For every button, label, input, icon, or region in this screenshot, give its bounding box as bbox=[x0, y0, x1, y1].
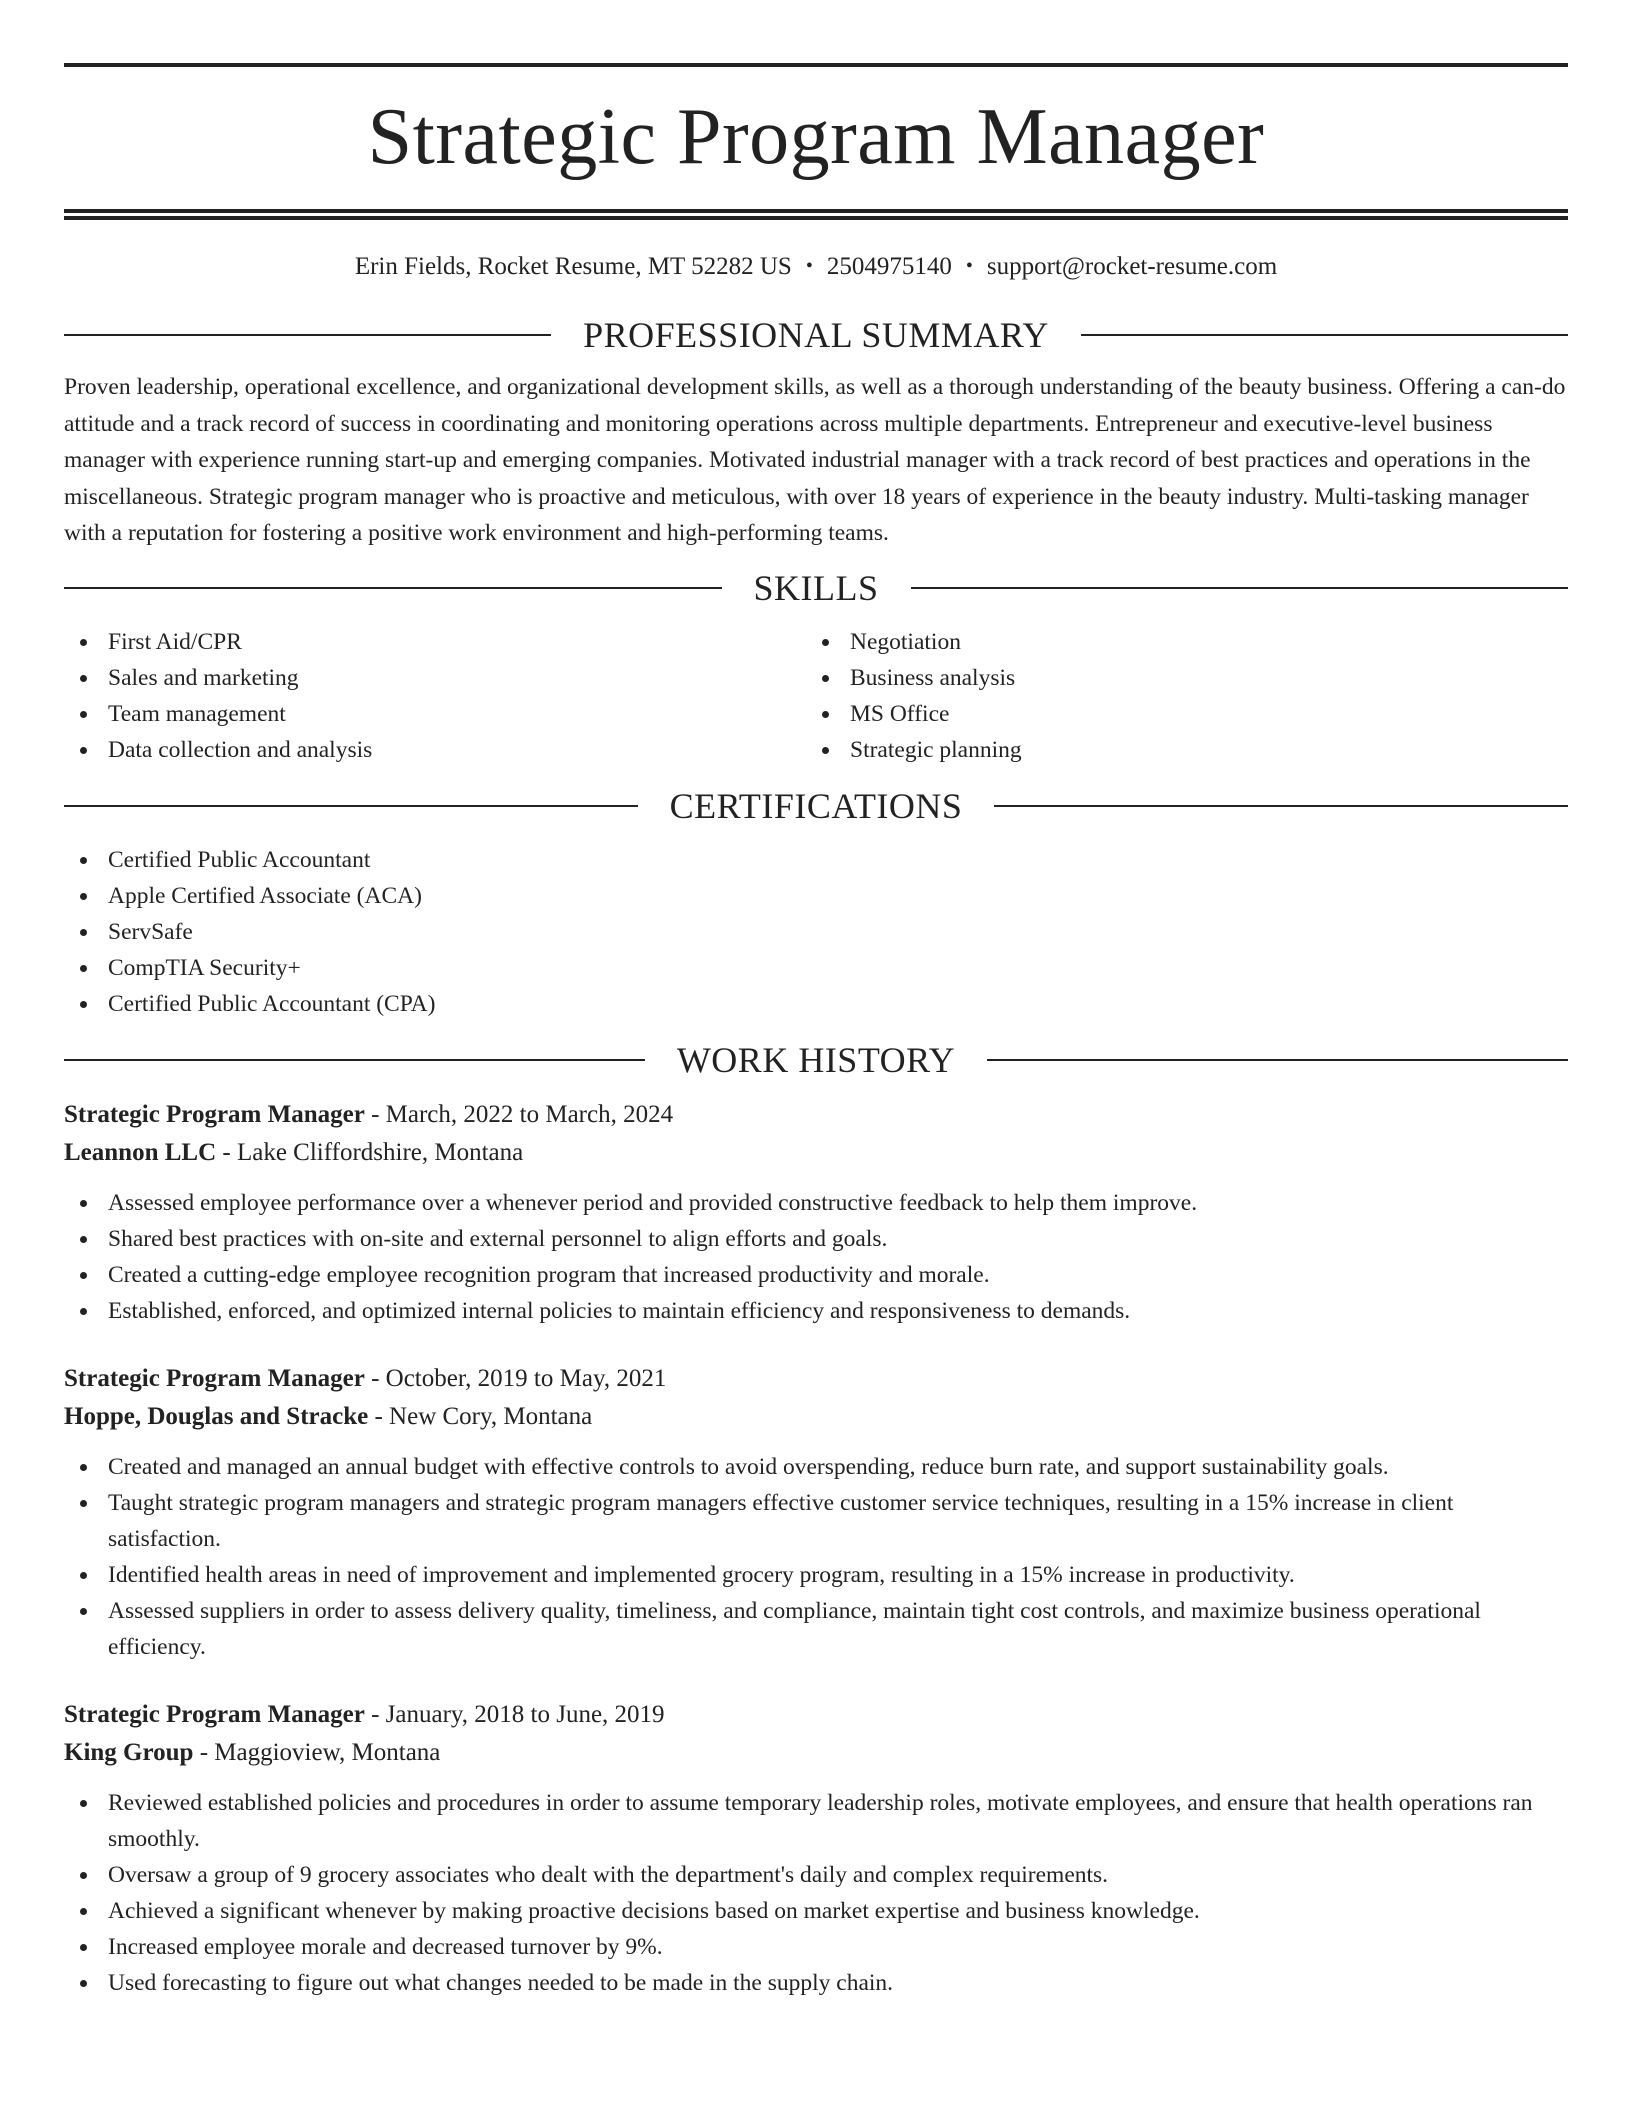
list-item: Certified Public Accountant bbox=[64, 842, 1568, 878]
list-item: Reviewed established policies and procedures in order to assume temporary leadership roles, motivate employees, and ensure that health operations ran smoothly. bbox=[64, 1785, 1568, 1857]
list-item: Shared best practices with on-site and external personnel to align efforts and goals. bbox=[64, 1221, 1568, 1257]
job-bullets bbox=[64, 1785, 1568, 2001]
job-location: - Lake Cliffordshire, Montana bbox=[216, 1138, 524, 1166]
contact-phone: 2504975140 bbox=[826, 253, 952, 280]
summary-text: Proven leadership, operational excellence, and organizational development skills, as well as a thorough understanding of the beauty business. Offering a can-do attitude and a track record of success in coordinating and monitoring operations across multiple departments. Entrepreneur and executive-level business manager with experience running start-up and emerging companies. Motivated industrial manager with a track record of best practices and operations in the miscellaneous. Strategic program manager who is proactive and meticulous, with over 18 years of experience in the beauty industry. Multi-tasking manager with a reputation for fostering a positive work environment and high-performing teams. bbox=[64, 374, 1566, 546]
list-item: Apple Certified Associate (ACA) bbox=[64, 878, 1568, 914]
job-entry bbox=[64, 1696, 1568, 2001]
section-title: SKILLS bbox=[753, 567, 879, 608]
heading-rule bbox=[64, 334, 551, 336]
list-item: Identified health areas in need of improvement and implemented grocery program, resulting in a 15% increase in productivity. bbox=[64, 1557, 1568, 1593]
list-item: Assessed suppliers in order to assess delivery quality, timeliness, and compliance, maintain tight cost controls, and maximize business operational efficiency. bbox=[64, 1593, 1568, 1665]
skills-column-right bbox=[806, 624, 1548, 768]
list-item: Strategic planning bbox=[806, 732, 1548, 768]
list-item: CompTIA Security+ bbox=[64, 950, 1568, 986]
job-title-line bbox=[64, 1096, 1568, 1134]
section-heading-work-history bbox=[64, 1038, 1568, 1082]
skills-column-left bbox=[64, 624, 806, 768]
job-company-line bbox=[64, 1134, 1568, 1172]
job-title-line bbox=[64, 1696, 1568, 1734]
contact-line bbox=[64, 252, 1568, 283]
job-entry bbox=[64, 1096, 1568, 1329]
list-item: Created a cutting-edge employee recognition program that increased productivity and morale. bbox=[64, 1257, 1568, 1293]
section-title: WORK HISTORY bbox=[676, 1039, 956, 1080]
section-heading-summary bbox=[64, 313, 1568, 357]
skills-list bbox=[64, 624, 1568, 768]
list-item: Business analysis bbox=[806, 660, 1548, 696]
contact-separator: • bbox=[805, 255, 813, 277]
section-title: PROFESSIONAL SUMMARY bbox=[583, 315, 1049, 355]
list-item: Created and managed an annual budget with effective controls to avoid overspending, reduce burn rate, and support sustainability goals. bbox=[64, 1449, 1568, 1485]
heading-rule bbox=[64, 1059, 645, 1061]
job-company: Leannon LLC bbox=[64, 1138, 217, 1166]
list-item: MS Office bbox=[806, 696, 1548, 732]
list-item: Oversaw a group of 9 grocery associates who dealt with the department's daily and complex requirements. bbox=[64, 1857, 1568, 1893]
job-title: Strategic Program Manager bbox=[64, 1364, 365, 1392]
job-title: Strategic Program Manager bbox=[64, 1700, 365, 1728]
list-item: Team management bbox=[64, 696, 806, 732]
section-heading-skills bbox=[64, 566, 1568, 610]
top-rule bbox=[64, 63, 1568, 67]
list-item: Taught strategic program managers and strategic program managers effective customer service techniques, resulting in a 15% increase in client satisfaction. bbox=[64, 1485, 1568, 1557]
certifications-list bbox=[64, 842, 1568, 1022]
job-title-line bbox=[64, 1360, 1568, 1398]
list-item: Data collection and analysis bbox=[64, 732, 806, 768]
job-title: Strategic Program Manager bbox=[64, 1100, 365, 1128]
resume-page bbox=[64, 0, 1568, 2001]
job-location: - Maggioview, Montana bbox=[193, 1738, 441, 1766]
heading-rule bbox=[1081, 334, 1568, 336]
job-location: - New Cory, Montana bbox=[368, 1402, 593, 1430]
heading-rule bbox=[64, 587, 722, 589]
job-bullets bbox=[64, 1449, 1568, 1665]
list-item: Established, enforced, and optimized internal policies to maintain efficiency and responsiveness to demands. bbox=[64, 1293, 1568, 1329]
list-item: Negotiation bbox=[806, 624, 1548, 660]
job-dates: - January, 2018 to June, 2019 bbox=[364, 1700, 665, 1728]
list-item: Assessed employee performance over a whenever period and provided constructive feedback to help them improve. bbox=[64, 1185, 1568, 1221]
list-item: Sales and marketing bbox=[64, 660, 806, 696]
list-item: First Aid/CPR bbox=[64, 624, 806, 660]
job-dates: - October, 2019 to May, 2021 bbox=[364, 1364, 667, 1392]
list-item: Increased employee morale and decreased turnover by 9%. bbox=[64, 1929, 1568, 1965]
list-item: Used forecasting to figure out what changes needed to be made in the supply chain. bbox=[64, 1965, 1568, 2001]
contact-email: support@rocket-resume.com bbox=[986, 253, 1278, 280]
heading-rule bbox=[987, 1059, 1568, 1061]
job-company-line bbox=[64, 1398, 1568, 1436]
contact-separator: • bbox=[965, 255, 973, 277]
resume-title: Strategic Program Manager bbox=[367, 93, 1265, 181]
job-company: King Group bbox=[64, 1738, 194, 1766]
job-company-line bbox=[64, 1734, 1568, 1772]
heading-rule bbox=[911, 587, 1569, 589]
list-item: Achieved a significant whenever by making proactive decisions based on market expertise and business knowledge. bbox=[64, 1893, 1568, 1929]
heading-rule bbox=[994, 805, 1568, 807]
job-bullets bbox=[64, 1185, 1568, 1329]
heading-rule bbox=[64, 805, 638, 807]
title-double-rule bbox=[64, 209, 1568, 220]
job-company: Hoppe, Douglas and Stracke bbox=[64, 1402, 369, 1430]
section-heading-certifications bbox=[64, 784, 1568, 828]
job-entry bbox=[64, 1360, 1568, 1665]
job-dates: - March, 2022 to March, 2024 bbox=[364, 1100, 674, 1128]
list-item: ServSafe bbox=[64, 914, 1568, 950]
section-title: CERTIFICATIONS bbox=[669, 785, 963, 826]
list-item: Certified Public Accountant (CPA) bbox=[64, 986, 1568, 1022]
contact-address: Erin Fields, Rocket Resume, MT 52282 US bbox=[354, 253, 792, 280]
